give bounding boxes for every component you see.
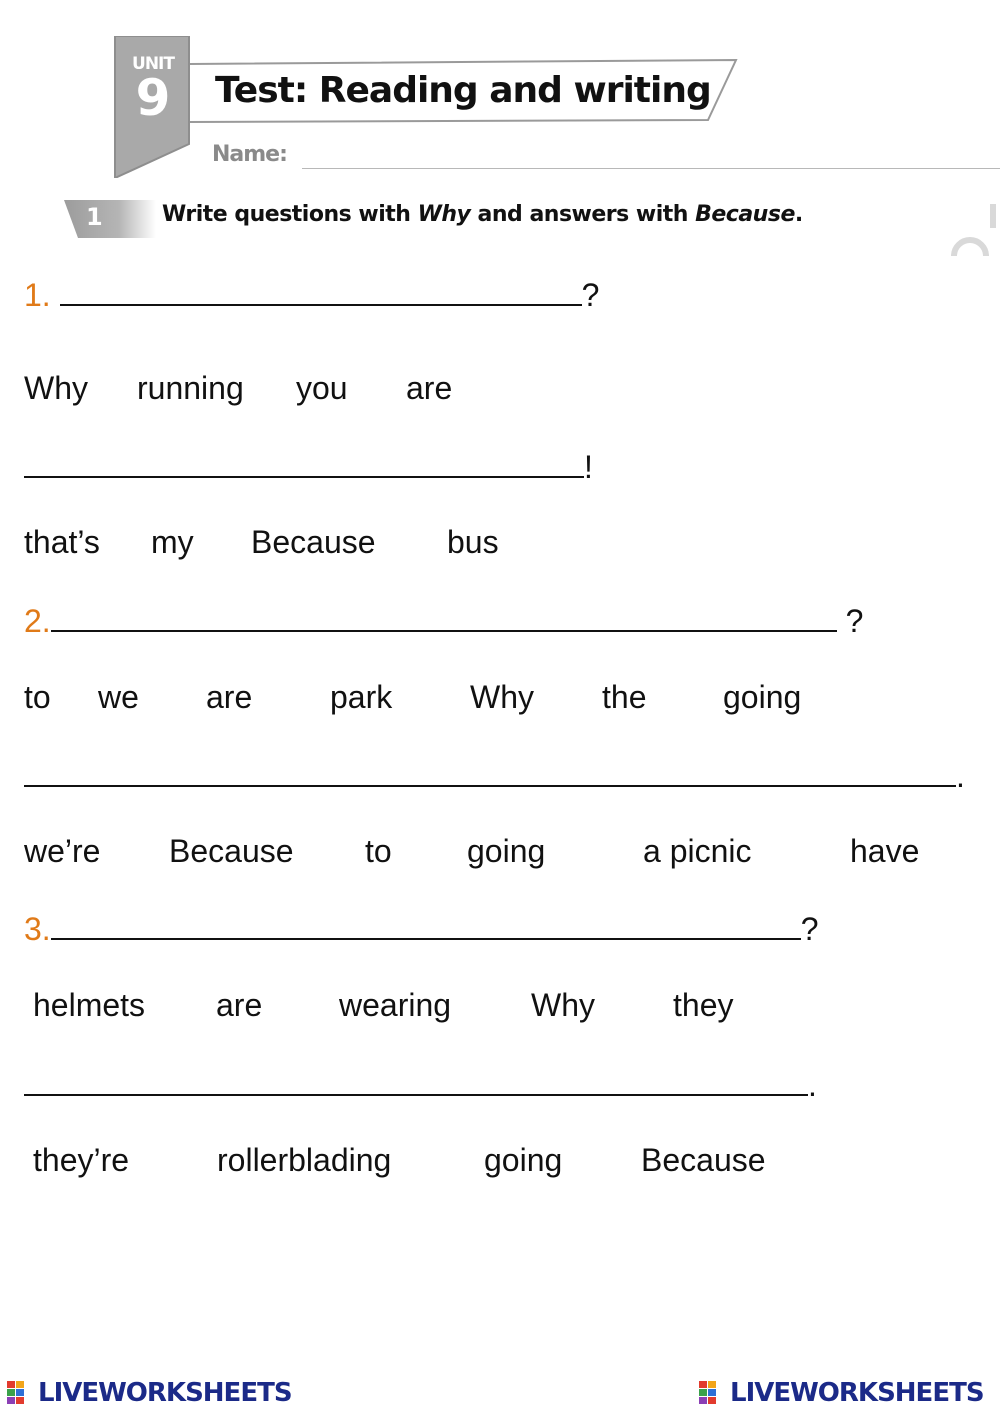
- word-tile[interactable]: my: [151, 524, 194, 560]
- item-number: 1.: [24, 277, 51, 313]
- item-number: 3.: [24, 911, 51, 947]
- exercise-instruction: Write questions with Why and answers with Because.: [162, 202, 803, 227]
- word-tile[interactable]: are: [406, 370, 453, 406]
- name-label: Name:: [212, 142, 287, 167]
- word-tile[interactable]: that’s: [24, 524, 100, 560]
- item-number: 2.: [24, 603, 51, 639]
- word-tile[interactable]: have: [850, 833, 920, 869]
- word-tile[interactable]: wearing: [339, 987, 452, 1023]
- word-tile[interactable]: to: [24, 679, 51, 715]
- footer-brand-right[interactable]: [698, 1378, 984, 1408]
- footer-brand-text: LIVEWORKSHEETS: [38, 1378, 292, 1408]
- word-tile[interactable]: running: [137, 370, 244, 406]
- liveworksheets-logo-icon: [6, 1379, 36, 1407]
- answer-line-3: .: [24, 1064, 817, 1105]
- word-tile[interactable]: going: [484, 1142, 563, 1178]
- answer-line-1: !: [24, 446, 593, 487]
- word-tile[interactable]: we: [98, 679, 139, 715]
- answer-blank[interactable]: [51, 908, 801, 940]
- word-tile[interactable]: you: [296, 370, 348, 406]
- word-tile[interactable]: Why: [24, 370, 88, 406]
- question-line-2: 2. ?: [24, 600, 863, 641]
- word-tile[interactable]: bus: [447, 524, 499, 560]
- question-line-1: 1. ?: [24, 274, 599, 315]
- liveworksheets-logo-icon: [698, 1379, 728, 1407]
- word-tile[interactable]: are: [206, 679, 253, 715]
- word-tile[interactable]: Why: [531, 987, 595, 1023]
- footer-brand-text: LIVEWORKSHEETS: [730, 1378, 984, 1408]
- word-tile[interactable]: we’re: [24, 833, 101, 869]
- answer-blank[interactable]: [24, 755, 956, 787]
- word-tile[interactable]: are: [216, 987, 263, 1023]
- exercise-badge: [64, 198, 156, 240]
- footer-brand-left[interactable]: [6, 1378, 292, 1408]
- word-tile[interactable]: the: [602, 679, 647, 715]
- exercise-number: 1: [86, 203, 103, 231]
- answer-blank[interactable]: [51, 600, 837, 632]
- answer-blank[interactable]: [60, 274, 582, 306]
- word-tile[interactable]: Because: [251, 524, 376, 560]
- word-tile[interactable]: Because: [169, 833, 294, 869]
- word-tile[interactable]: park: [330, 679, 393, 715]
- name-line[interactable]: [302, 168, 1000, 169]
- word-tile[interactable]: to: [365, 833, 392, 869]
- word-tile[interactable]: Why: [470, 679, 534, 715]
- decorative-arc: [948, 196, 1000, 258]
- word-tile[interactable]: Because: [641, 1142, 766, 1178]
- word-tile[interactable]: rollerblading: [217, 1142, 392, 1178]
- answer-blank[interactable]: [24, 1064, 808, 1096]
- word-tile[interactable]: going: [723, 679, 802, 715]
- question-line-3: 3. ?: [24, 908, 818, 949]
- word-tile[interactable]: they’re: [33, 1142, 130, 1178]
- unit-label: UNIT: [132, 54, 174, 74]
- word-tile[interactable]: going: [467, 833, 546, 869]
- word-tile[interactable]: they: [673, 987, 734, 1023]
- answer-blank[interactable]: [24, 446, 584, 478]
- word-tile[interactable]: helmets: [33, 987, 146, 1023]
- page-title: Test: Reading and writing: [215, 70, 711, 111]
- unit-number: 9: [135, 69, 171, 127]
- word-tile[interactable]: a picnic: [643, 833, 752, 869]
- answer-line-2: .: [24, 755, 965, 796]
